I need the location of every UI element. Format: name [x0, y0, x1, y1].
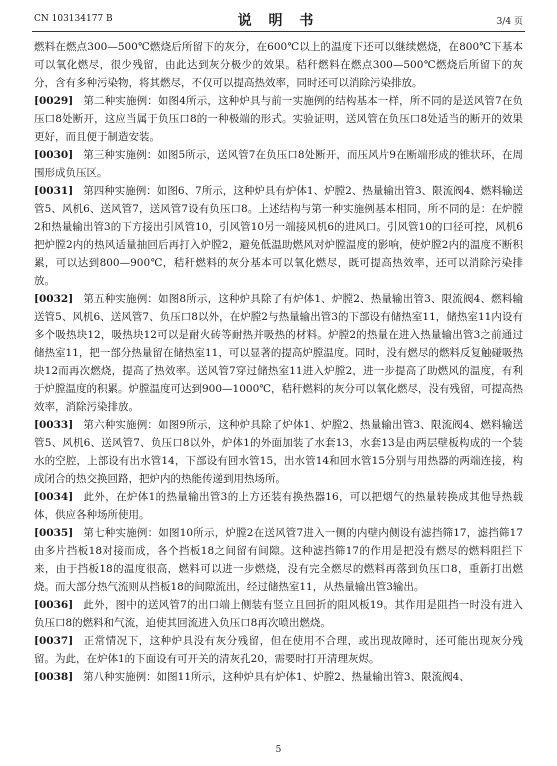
page-footer [0, 745, 557, 755]
paragraph [34, 290, 523, 416]
paragraph-text: 第六种实施例：如图9所示，这种炉具除了炉体1、炉膛2、热量输出管3、限流阀4、燃料输送管5、风机6、送风管7、负压口8以外，炉体1的外面加装了水套13，水套13是由两层壁板构成的一个装水的空腔，上部设有出水管14，下部设有回水管15，出水管14和回水管15分别与用热器的两端连接，构成闭合的热交换回路，把炉内的热能传递到用热场所。 [34, 419, 523, 485]
document-number: CN 103134177 B [34, 14, 113, 24]
paragraph-text: 第五种实施例：如图8所示，这种炉具除了有炉体1、炉膛2、热量输出管3、限流阀4、燃料输送管5、风机6、送风管7、负压口8以外，在炉膛2与热量输出管3的下部设有储热室11，储热室11内设有多个吸热块12，吸热块12可以是耐火砖等耐热并吸热的材料。炉膛2的热量在进入热量输出管3之前通过储热室11，把一部分热量留在储热室11，可以显著的提高炉膛温度。同时，没有燃尽的燃料反复触碰吸热块12而再次燃烧，提高了热效率。送风管7穿过储热室11进入炉膛2，进一步提高了助燃风的温度，有利于炉膛温度的积累。炉膛温度可达到900—1000℃，秸秆燃料的灰分可以氧化燃尽，没有残留，可提高热效率，消除污染排放。 [34, 293, 524, 413]
paragraph [34, 416, 523, 488]
paragraph [34, 668, 523, 686]
paragraph-number: [0037] [34, 635, 74, 647]
paragraph-number: [0033] [34, 419, 74, 431]
paragraph [34, 146, 523, 182]
paragraph-text: 第八种实施例：如图11所示，这种炉具有炉体1、炉膛2、热量输出管3、限流阀4、 [83, 671, 470, 683]
paragraph-text: 第三种实施例：如图5所示，送风管7在负压口8处断开，而压风片9在断端形成的锥状环，在周围形成负压区。 [34, 149, 523, 179]
paragraph-number: [0035] [34, 527, 74, 539]
paragraph-text: 第二种实施例：如图4所示，这种炉具与前一实施例的结构基本一样，所不同的是送风管7在负压口8处断开，这应当属于负压口8的一种极端的形式。实验证明，送风管在负压口8处适当的断开的效果更好，而且便于制造安装。 [34, 95, 523, 143]
header-divider [32, 31, 525, 32]
document-body [34, 38, 523, 686]
paragraph-text: 第四种实施例：如图6、7所示，这种炉具有炉体1、炉膛2、热量输出管3、限流阀4、燃料输送管5、风机6、送风管7，送风管7设有负压口8。上述结构与第一种实施例基本相同，所不同的是：在炉膛2和热量输出管3的下方接出引风管10，引风管10另一端接风机6的进风口。引风管10的口径可控，风机6把炉膛2内的热风适量抽回后再打入炉膛2，避免低温助燃风对炉膛温度的影响，使炉膛2内的温度不断积累，可以达到800—900℃，秸秆燃料的灰分基本可以氧化燃尽，既可提高热效率，还可以消除污染排放。 [34, 185, 523, 287]
paragraph [34, 488, 523, 524]
paragraph-text: 正常情况下，这种炉具没有灰分残留，但在使用不合理，或出现故障时，还可能出现灰分残留。为此，在炉体1的下面设有可开关的清灰孔20，需要时打开清理灰烬。 [34, 635, 523, 665]
paragraph-number: [0029] [34, 95, 74, 107]
page-header [34, 10, 523, 30]
paragraph-number: [0034] [34, 491, 74, 503]
paragraph-text: 此外，图中的送风管7的出口端上侧装有竖立且回折的阻风板19。其作用是阻挡一时没有进入负压口8的燃料和气流，迫使其回流进入负压口8再次喷出燃烧。 [34, 599, 523, 629]
paragraph-number: [0036] [34, 599, 74, 611]
document-title: 说 明 书 [237, 13, 320, 29]
paragraph-number: [0030] [34, 149, 74, 161]
paragraph [34, 596, 523, 632]
paragraph [34, 92, 523, 146]
paragraph-text: 第七种实施例：如图10所示，炉膛2在送风管7进入一侧的内壁内侧设有滤挡筛17，滤挡筛17由多片挡板18对接而成，各个挡板18之间留有间隙。这种滤挡筛17的作用是把没有燃尽的燃料阻拦下来，由于挡板18的温度很高，燃料可以进一步燃烧，没有完全燃尽的燃料再落到负压口8，重新打出燃烧。而大部分热气流则从挡板18的间隙流出，经过储热室11，从热量输出管3输出。 [34, 527, 523, 593]
paragraph [34, 632, 523, 668]
paragraph [34, 182, 523, 290]
paragraph-number: [0038] [34, 671, 74, 683]
paragraph-number: [0031] [34, 185, 74, 197]
paragraph-text: 燃料在燃点300—500℃燃烧后所留下的灰分，在600℃以上的温度下还可以继续燃烧，在800℃下基本可以氧化燃尽，很少残留，由此达到灰分极少的效果。秸秆燃料在燃点300—500℃燃烧后所留下的灰分，含有多种污染物，将其燃尽，不仅可以提高热效率，同时还可以消除污染排放。 [34, 41, 523, 89]
paragraph [34, 38, 523, 92]
paragraph-number: [0032] [34, 293, 74, 305]
paragraph [34, 524, 523, 596]
page-label: 3/4 页 [496, 17, 523, 27]
page-number: 5 [275, 745, 282, 755]
paragraph-text: 此外，在炉体1的热量输出管3的上方还装有换热器16，可以把烟气的热量转换成其他导热载体，供应各种场所使用。 [34, 491, 523, 521]
